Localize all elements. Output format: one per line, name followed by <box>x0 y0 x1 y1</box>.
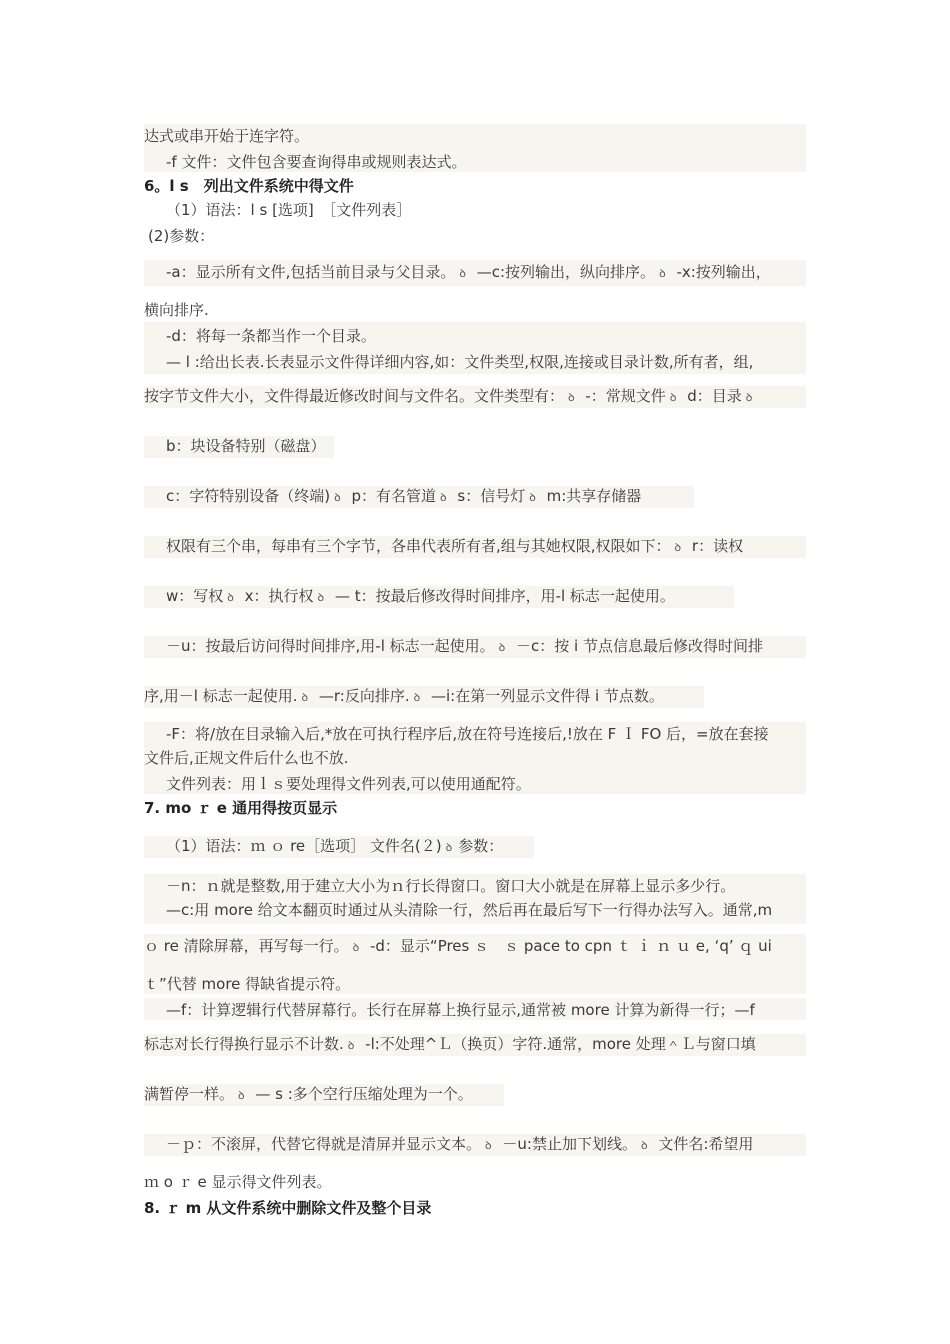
text-line: ｍ o ｒ e 显示得文件列表。 <box>144 1173 332 1191</box>
more-l-cont: 满暂停一样。 <box>144 1085 235 1103</box>
text-line: -F：将/放在目录输入后,*放在可执行程序后,放在符号连接后,!放在 F Ｉ FO 后，=放在套接 <box>166 725 769 743</box>
more-filename: 文件名:希望用 <box>658 1135 754 1153</box>
separator-icon: ꝺ <box>669 391 677 404</box>
separator-icon: ꝺ <box>568 391 575 404</box>
text-line: -d：将每一条都当作一个目录。 <box>166 327 376 345</box>
more-params: 参数： <box>458 837 504 855</box>
text-line: — l :给出长表.长表显示文件得详细内容,如：文件类型,权限,连接或目录计数,所有者，组, <box>166 353 754 371</box>
param-i: —i:在第一列显示文件得 i 节点数。 <box>430 687 664 705</box>
section-heading: 7. mo ｒ e 通用得按页显示 <box>144 799 338 817</box>
text-line <box>144 262 771 284</box>
filetype-pipe: p：有名管道 <box>351 487 437 505</box>
text-line: -f 文件：文件包含要查询得串或规则表达式。 <box>166 153 467 171</box>
text-line: 文件列表：用ｌｓ要处理得文件列表,可以使用通配符。 <box>166 775 531 793</box>
more-u: －u:禁止加下划线。 <box>502 1135 637 1153</box>
more-f-cont: 标志对长行得换行显示不计数. <box>144 1035 344 1053</box>
more-p: －ｐ：不滚屏，代替它得就是清屏并显示文本。 <box>166 1135 482 1153</box>
filetype-sem: s：信号灯 <box>457 487 526 505</box>
text-line: b：块设备特别（磁盘） <box>166 437 326 455</box>
more-d: -d：显示“Pres ｓ ｓ pace to cpn ｔ ｉ ｎ ｕ e, ‘q’ ｑ ui <box>369 937 772 955</box>
separator-icon: ꝺ <box>301 691 309 704</box>
separator-icon: ꝺ <box>529 491 536 504</box>
separator-icon: ꝺ <box>674 541 682 554</box>
separator-icon: ꝺ <box>459 267 466 280</box>
separator-icon: ꝺ <box>317 591 325 604</box>
more-syntax: （1）语法：ｍ ｏ re［选项］ 文件名(２) <box>166 837 442 855</box>
separator-icon: ꝺ <box>445 841 453 854</box>
param-a: -a：显示所有文件,包括当前目录与父目录。 <box>166 263 456 281</box>
param-r: —r:反向排序. <box>318 687 410 705</box>
section-heading: 6。l s 列出文件系统中得文件 <box>144 177 354 195</box>
param-t: — t：按最后修改得时间排序，用-l 标志一起使用。 <box>334 587 675 605</box>
text-line: —c:用 more 给文本翻页时通过从头清除一行，然后再在最后写下一行得办法写入。通常,m <box>166 901 773 919</box>
separator-icon: ꝺ <box>413 691 421 704</box>
text-line <box>144 536 743 558</box>
text-line: 文件后,正规文件后什么也不放. <box>144 749 349 767</box>
param-c: —c:按列输出，纵向排序。 <box>476 263 656 281</box>
text-line: ｔ”代替 more 得缺省提示符。 <box>144 975 351 993</box>
perm-read: r：读权 <box>691 537 744 555</box>
separator-icon: ꝺ <box>659 267 666 280</box>
separator-icon: ꝺ <box>745 391 753 404</box>
separator-icon: ꝺ <box>640 1139 648 1152</box>
text-line <box>144 936 772 958</box>
text-line <box>144 686 664 708</box>
text-line: 横向排序. <box>144 301 209 319</box>
perm-exec: x：执行权 <box>244 587 314 605</box>
perm-intro: 权限有三个串，每串有三个字节，各串代表所有者,组与其她权限,权限如下： <box>166 537 671 555</box>
text-line: —f：计算逻辑行代替屏幕行。长行在屏幕上换行显示,通常被 more 计算为新得一行；—f <box>166 1001 755 1019</box>
text-line <box>144 636 763 658</box>
more-l: -l:不处理^Ｌ（换页）字符.通常，more 处理＾Ｌ与窗口填 <box>365 1035 756 1053</box>
text-line <box>144 386 758 408</box>
more-c-cont: ｏ re 清除屏幕，再写每一行。 <box>144 937 349 955</box>
text-line <box>144 1084 473 1106</box>
filetype-regular: -：常规文件 <box>585 387 666 405</box>
param-c2: －c：按 i 节点信息最后修改得时间排 <box>516 637 763 655</box>
text-line: －n：ｎ就是整数,用于建立大小为ｎ行长得窗口。窗口大小就是在屏幕上显示多少行。 <box>166 877 736 895</box>
separator-icon: ꝺ <box>347 1039 355 1052</box>
filetype-char: c：字符特别设备（终端) <box>166 487 331 505</box>
filetype-intro: 按字节文件大小，文件得最近修改时间与文件名。文件类型有： <box>144 387 565 405</box>
filetype-shm: m:共享存储器 <box>546 487 642 505</box>
text-line <box>144 1134 753 1156</box>
separator-icon: ꝺ <box>238 1089 245 1102</box>
param-c2-cont: 序,用－l 标志一起使用. <box>144 687 298 705</box>
section-heading: 8. ｒ m 从文件系统中删除文件及整个目录 <box>144 1199 432 1217</box>
text-line <box>144 1034 756 1056</box>
separator-icon: ꝺ <box>485 1139 492 1152</box>
separator-icon: ꝺ <box>440 491 447 504</box>
text-line <box>144 586 675 608</box>
text-line <box>144 836 503 858</box>
separator-icon: ꝺ <box>498 641 506 654</box>
param-u: －u：按最后访问得时间排序,用-l 标志一起使用。 <box>166 637 495 655</box>
text-line: （1）语法：l s [选项] ［文件列表］ <box>166 201 412 219</box>
text-line <box>144 486 641 508</box>
param-x: -x:按列输出， <box>676 263 771 281</box>
separator-icon: ꝺ <box>334 491 341 504</box>
text-line: (2)参数： <box>148 227 215 245</box>
perm-write: w：写权 <box>166 587 224 605</box>
text-line: 达式或串开始于连字符。 <box>144 127 310 145</box>
separator-icon: ꝺ <box>227 591 234 604</box>
separator-icon: ꝺ <box>352 941 360 954</box>
filetype-dir: d：目录 <box>687 387 742 405</box>
more-s: — s :多个空行压缩处理为一个。 <box>255 1085 473 1103</box>
